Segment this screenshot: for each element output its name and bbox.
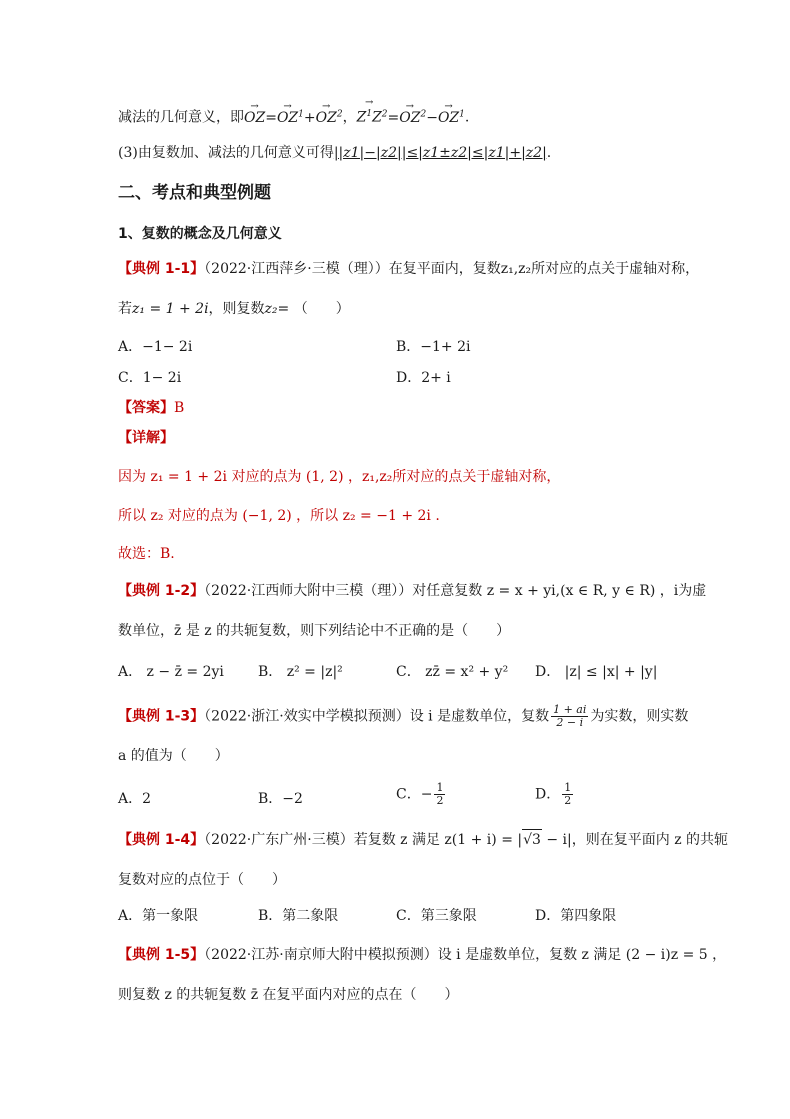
example-1-4-stem-2: 复数对应的点位于（ ） <box>118 872 286 888</box>
option-d-fraction <box>562 782 573 807</box>
example-1-4-option-a: A．第一象限 <box>118 908 199 924</box>
example-1-2-text-1: 对任意复数 z = x + yi,(x ∈ R, y ∈ R) ，i为虚 <box>412 583 707 599</box>
detail-conclusion: 故选：B. <box>118 546 175 562</box>
example-1-3-option-b: B．−2 <box>258 791 303 807</box>
detail-line-1: 因为 z₁ = 1 + 2i 对应的点为 (1, 2) ，z₁,z₂所对应的点关于虚轴对称， <box>118 469 561 485</box>
example-1-5-tag: 【典例 1-5】 <box>118 947 205 963</box>
example-1-4-text-1a: 若复数 z 满足 z(1 + i) = | <box>353 832 523 848</box>
intro-end-2: . <box>546 145 552 161</box>
example-1-4-option-c: C．第三象限 <box>396 908 477 924</box>
detail-tag: 【详解】 <box>118 430 174 446</box>
example-1-4-stem-1 <box>118 829 728 850</box>
example-1-2-option-b: B． z² = |z|² <box>258 664 343 680</box>
example-1-2-tag: 【典例 1-2】 <box>118 583 205 599</box>
section-subheading: 1、复数的概念及几何意义 <box>118 226 282 242</box>
example-1-3-text-1a: 设 i 是虚数单位，复数 <box>409 708 550 725</box>
vector-formula-sum: → $OZ=\to OZ^1+\to OZ^2$ <box>244 110 343 126</box>
intro-end-1: . <box>464 109 470 126</box>
example-1-4-source: （2022·广东广州·三模） <box>204 832 354 848</box>
example-1-3-option-a: A．2 <box>118 791 152 807</box>
example-1-4-text-1b: − i|，则在复平面内 z 的共轭 <box>541 832 729 848</box>
example-1-1-tag: 【典例 1-1】 <box>118 261 205 277</box>
answer-value: B <box>174 400 185 416</box>
option-c-fraction <box>434 782 445 807</box>
example-1-1-option-b: B．−1+ 2i <box>396 339 471 355</box>
option-c-num: 1 <box>436 781 444 794</box>
example-1-1-text-2a: 若 <box>118 301 132 317</box>
example-1-4-option-d: D．第四象限 <box>535 908 617 924</box>
example-1-1-option-a: A．−1− 2i <box>118 339 193 355</box>
example-1-4-tag: 【典例 1-4】 <box>118 832 205 848</box>
fraction-denominator: 2 − i <box>556 716 584 729</box>
example-1-1-option-d: D．2+ i <box>396 370 451 386</box>
example-1-2-source: （2022·江西师大附中三模（理）） <box>204 583 413 599</box>
intro-text-1: 减法的几何意义，即 <box>118 109 244 126</box>
option-d-den: 2 <box>564 794 572 807</box>
option-d-prefix: D． <box>535 786 561 803</box>
example-1-1-stem-1 <box>118 259 699 279</box>
example-1-1-text-2c: = （ ） <box>277 301 350 317</box>
example-1-2-option-d: D． |z| ≤ |x| + |y| <box>535 664 658 680</box>
option-c-den: 2 <box>436 794 444 807</box>
example-1-1-var: z₂ <box>264 301 278 317</box>
example-1-3-stem-1 <box>118 704 688 729</box>
example-1-2-stem-1 <box>118 581 706 601</box>
example-1-2-option-c: C． zz̄ = x² + y² <box>396 664 509 680</box>
example-1-3-text-1b: 为实数，则实数 <box>590 708 689 725</box>
example-1-3-option-c <box>396 782 447 807</box>
vector-formula-diff: → $Z^1Z^2=\to OZ^2-\to OZ^1$ <box>357 110 465 126</box>
example-1-2-option-a: A． z − z̄ = 2yi <box>118 664 224 680</box>
section-heading: 二、考点和典型例题 <box>118 183 271 203</box>
example-1-3-fraction <box>551 704 588 729</box>
example-1-1-option-c: C．1− 2i <box>118 370 182 386</box>
example-1-5-stem-2: 则复数 z 的共轭复数 z̄ 在复平面内对应的点在（ ） <box>118 987 459 1003</box>
detail-line-2: 所以 z₂ 对应的点为 (−1, 2) ，所以 z₂ = −1 + 2i . <box>118 508 440 524</box>
answer-tag: 【答案】 <box>118 400 174 416</box>
example-1-1-source: （2022·江西萍乡·三模（理）） <box>204 261 389 277</box>
example-1-1-text-2b: ，则复数 <box>208 301 265 317</box>
example-1-3-stem-2: a 的值为（ ） <box>118 748 229 764</box>
fraction-numerator: 1 + ai <box>553 703 587 716</box>
intro-line-1 <box>118 104 469 128</box>
example-1-3-option-d <box>535 782 575 807</box>
example-1-4-option-b: B．第二象限 <box>258 908 339 924</box>
example-1-3-source: （2022·浙江·效实中学模拟预测） <box>204 708 410 725</box>
example-1-5-source: （2022·江苏·南京师大附中模拟预测） <box>204 947 438 963</box>
intro-text-2: (3)由复数加、减法的几何意义可得 <box>118 145 334 161</box>
example-1-1-answer <box>118 398 184 418</box>
intro-sep: ， <box>342 109 357 126</box>
example-1-5-text-1: 设 i 是虚数单位，复数 z 满足 (2 − i)z = 5 ， <box>437 947 727 963</box>
example-1-3-tag: 【典例 1-3】 <box>118 708 205 725</box>
example-1-1-stem-2 <box>118 299 350 319</box>
example-1-5-stem-1 <box>118 945 726 965</box>
sqrt-three: √3 <box>522 829 542 850</box>
option-c-prefix: C．− <box>396 786 433 803</box>
example-1-2-stem-2: 数单位，z̄ 是 z 的共轭复数，则下列结论中不正确的是（ ） <box>118 623 511 639</box>
intro-line-2 <box>118 143 551 163</box>
example-1-1-formula: z₁ = 1 + 2i <box>132 301 209 317</box>
option-d-num: 1 <box>564 781 572 794</box>
modulus-inequality: ||z1|−|z2||≤|z1±z2|≤|z1|+|z2| <box>333 145 547 161</box>
example-1-1-text-1: 在复平面内，复数z₁,z₂所对应的点关于虚轴对称， <box>388 261 700 277</box>
